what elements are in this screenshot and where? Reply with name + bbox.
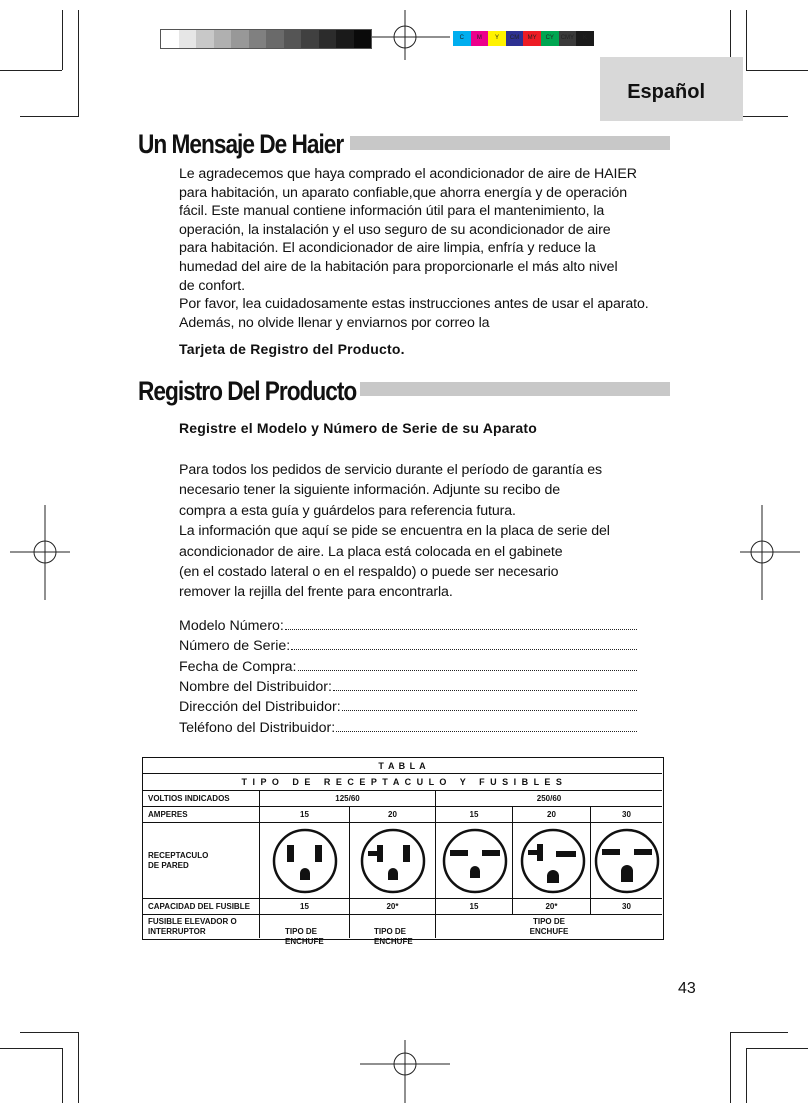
color-swatch: MY bbox=[523, 31, 541, 46]
gray-swatch bbox=[266, 30, 284, 48]
language-label: Español bbox=[627, 81, 705, 103]
text-line: humedad del aire de la habitación para proporcionarle el más alto nivel bbox=[179, 258, 618, 275]
field-label: Nombre del Distribuidor: bbox=[179, 679, 332, 695]
field-label: Teléfono del Distribuidor: bbox=[179, 720, 336, 736]
gray-swatch bbox=[354, 30, 372, 48]
volts-250: 250/60 bbox=[436, 791, 662, 807]
row-label-breaker: FUSIBLE ELEVADOR O INTERRUPTOR bbox=[143, 915, 260, 938]
section-subtitle: Registre el Modelo y Número de Serie de su Aparato bbox=[179, 420, 538, 436]
section-title: Registro Del Producto bbox=[138, 376, 357, 406]
amps-cell: 20 bbox=[513, 807, 591, 823]
gray-swatch bbox=[301, 30, 319, 48]
fill-line[interactable] bbox=[285, 629, 637, 630]
text-line: Para todos los pedidos de servicio durante el período de garantía es bbox=[179, 462, 603, 478]
text-line: Además, no olvide llenar y enviarnos por correo la bbox=[179, 314, 490, 331]
section-title: Un Mensaje De Haier bbox=[138, 129, 344, 159]
fuse-capacity-cell: 15 bbox=[436, 899, 513, 915]
registration-card-note: Tarjeta de Registro del Producto. bbox=[179, 341, 405, 357]
language-tab bbox=[600, 57, 743, 121]
fill-line[interactable] bbox=[333, 690, 637, 691]
crop-mark bbox=[62, 10, 63, 70]
crop-mark bbox=[730, 1032, 731, 1103]
fuse-capacity-cell: 20* bbox=[513, 899, 591, 915]
registration-mark-icon bbox=[10, 505, 70, 600]
registration-paragraph bbox=[179, 460, 610, 603]
table-title: T A B L A bbox=[143, 758, 662, 774]
gray-swatch bbox=[161, 30, 179, 48]
text-line: fácil. Este manual contiene información útil para el mantenimiento, la bbox=[179, 203, 605, 220]
gray-swatch bbox=[249, 30, 267, 48]
heading-bar bbox=[350, 136, 670, 150]
dealer-name-field[interactable] bbox=[179, 675, 637, 695]
amps-cell: 15 bbox=[436, 807, 513, 823]
breaker-label: TIPO DE ENCHUFE bbox=[285, 927, 324, 946]
color-swatch: Y bbox=[488, 31, 506, 46]
crop-mark bbox=[20, 1032, 78, 1033]
page-number: 43 bbox=[678, 980, 696, 997]
row-label-fuse-capacity: CAPACIDAD DEL FUSIBLE bbox=[143, 899, 260, 915]
registration-mark-icon bbox=[360, 1040, 450, 1103]
fill-line[interactable] bbox=[336, 731, 637, 732]
color-calibration-bar bbox=[453, 31, 594, 46]
gray-swatch bbox=[284, 30, 302, 48]
purchase-date-field[interactable] bbox=[179, 655, 637, 675]
text-line: La información que aquí se pide se encuentra en la placa de serie del bbox=[179, 523, 610, 540]
gray-swatch bbox=[214, 30, 232, 48]
fuse-capacity-cell: 30 bbox=[591, 899, 662, 915]
outlet-250v-20a-icon bbox=[518, 828, 588, 894]
amps-cell: 15 bbox=[260, 807, 350, 823]
text-line: operación, la instalación y el uso seguro de su acondicionador de aire bbox=[179, 221, 611, 238]
row-label-volts: VOLTIOS INDICADOS bbox=[143, 791, 260, 807]
amps-cell: 30 bbox=[591, 807, 662, 823]
crop-mark bbox=[0, 1048, 62, 1049]
breaker-cell bbox=[436, 915, 662, 938]
text-line: compra a esta guía y guárdelos para referencia futura. bbox=[179, 502, 516, 519]
crop-mark bbox=[78, 10, 79, 117]
text-line: acondicionador de aire. La placa está colocada en el gabinete bbox=[179, 543, 563, 560]
serial-number-field[interactable] bbox=[179, 634, 637, 654]
fuse-capacity-cell: 20* bbox=[350, 899, 436, 915]
crop-mark bbox=[20, 116, 78, 117]
volts-125: 125/60 bbox=[260, 791, 436, 807]
fill-line[interactable] bbox=[291, 649, 637, 650]
text-line: Por favor, lea cuidadosamente estas instrucciones antes de usar el aparato. bbox=[179, 296, 649, 313]
text-line: necesario tener la siguiente información. Adjunte su recibo de bbox=[179, 482, 561, 499]
color-swatch: CMY bbox=[559, 31, 577, 46]
model-number-field[interactable] bbox=[179, 614, 637, 634]
text-line: remover la rejilla del frente para encontrarla. bbox=[179, 584, 453, 601]
text-line: para habitación, un aparato confiable,que ahorra energía y de operación bbox=[179, 184, 628, 201]
text-line: Le agradecemos que haya comprado el acondicionador de aire de HAIER bbox=[179, 166, 637, 182]
dealer-address-field[interactable] bbox=[179, 695, 637, 715]
registration-mark-icon bbox=[360, 10, 450, 60]
registration-mark-icon bbox=[740, 505, 800, 600]
crop-mark bbox=[746, 1048, 747, 1103]
text-line: para habitación. El acondicionador de aire limpia, enfría y reduce la bbox=[179, 240, 596, 257]
color-swatch: M bbox=[471, 31, 489, 46]
field-label: Número de Serie: bbox=[179, 638, 291, 654]
crop-mark bbox=[730, 1032, 788, 1033]
outlet-250v-15a-icon bbox=[440, 828, 510, 894]
breaker-cell bbox=[350, 915, 436, 946]
gray-swatch bbox=[231, 30, 249, 48]
fill-line[interactable] bbox=[342, 710, 637, 711]
color-swatch: C bbox=[453, 31, 471, 46]
field-label: Fecha de Compra: bbox=[179, 659, 297, 675]
crop-mark bbox=[746, 1048, 808, 1049]
text-line: de confort. bbox=[179, 277, 245, 294]
dealer-phone-field[interactable] bbox=[179, 716, 637, 736]
color-swatch: CY bbox=[541, 31, 559, 46]
heading-bar bbox=[360, 382, 670, 396]
crop-mark bbox=[0, 70, 62, 71]
outlet-125v-20a-icon bbox=[358, 828, 428, 894]
receptacle-fuse-table bbox=[142, 757, 664, 946]
breaker-cell bbox=[260, 915, 350, 946]
breaker-label: TIPO DE ENCHUFE bbox=[374, 927, 413, 946]
gray-swatch bbox=[179, 30, 197, 48]
row-label-receptacle: RECEPTACULO DE PARED bbox=[143, 823, 260, 899]
outlet-125v-15a-icon bbox=[270, 828, 340, 894]
table-subtitle: T I P O D E R E C E P T A C U L O Y F U S I B L E S bbox=[143, 774, 662, 791]
field-label: Modelo Número: bbox=[179, 618, 284, 634]
text-line: (en el costado lateral o en el respaldo) o puede ser necesario bbox=[179, 564, 559, 581]
crop-mark bbox=[78, 1032, 79, 1103]
outlet-250v-30a-icon bbox=[592, 828, 662, 894]
intro-paragraph bbox=[179, 165, 649, 332]
grayscale-calibration-bar bbox=[160, 29, 372, 49]
gray-swatch bbox=[336, 30, 354, 48]
field-label: Dirección del Distribuidor: bbox=[179, 699, 341, 715]
fuse-capacity-cell: 15 bbox=[260, 899, 350, 915]
amps-cell: 20 bbox=[350, 807, 436, 823]
breaker-label: TIPO DE ENCHUFE bbox=[529, 916, 569, 936]
crop-mark bbox=[62, 1048, 63, 1103]
gray-swatch bbox=[319, 30, 337, 48]
color-swatch: K bbox=[576, 31, 594, 46]
crop-mark bbox=[746, 70, 808, 71]
row-label-amps: AMPERES bbox=[143, 807, 260, 823]
fill-line[interactable] bbox=[298, 670, 638, 671]
crop-mark bbox=[746, 10, 747, 70]
gray-swatch bbox=[196, 30, 214, 48]
color-swatch: CM bbox=[506, 31, 524, 46]
